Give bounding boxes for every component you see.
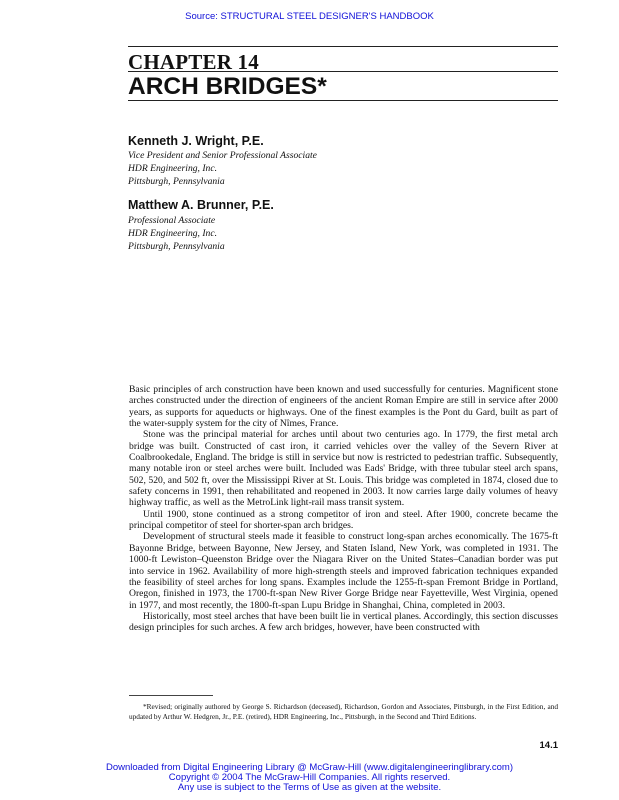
author-title: Professional Associate — [128, 215, 216, 226]
download-notice[interactable]: Downloaded from Digital Engineering Library @ McGraw-Hill (www.digitalengineeringlibrary.com) — [105, 762, 514, 773]
author-title: Vice President and Senior Professional Associate — [128, 150, 317, 161]
top-rule — [128, 46, 558, 47]
footnote-rule — [129, 695, 213, 696]
footnote: *Revised; originally authored by George S. Richardson (deceased), Richardson, Gordon and Associates, Pittsburgh, in the First Edition, and updated by Arthur W. Hedgren, Jr., P.E. (retired), HDR Engineering, Inc., Pittsburgh, in the Second and Third Editions. — [129, 702, 558, 721]
author-name: Matthew A. Brunner, P.E. — [128, 198, 274, 212]
copyright-notice[interactable]: Copyright © 2004 The McGraw-Hill Companies. All rights reserved. — [168, 772, 451, 783]
chapter-label: CHAPTER 14 — [128, 50, 259, 74]
paragraph: Stone was the principal material for arches until about two centuries ago. In 1779, the first metal arch bridge was built. Constructed of cast iron, it carried vehicles over the valley of the Severn River at Coalbrookedale, England. The bridge is still in service but now is restricted to pedestrian traffic. Subsequently, many notable iron or steel arches were built. Included was Eads' Bridge, with three tubular steel arch spans, 502, 520, and 502 ft, over the Mississippi River at St. Louis. This bridge was completed in 1874, closed due to safety concerns in 1991, then rehabilitated and reopened in 2003. It now carries large daily volumes of heavy highway traffic, as well as the MetroLink light-rail mass transit system. — [129, 429, 558, 509]
bottom-rule — [128, 100, 558, 101]
author-name: Kenneth J. Wright, P.E. — [128, 134, 264, 148]
page-number: 14.1 — [539, 740, 558, 751]
author-location: Pittsburgh, Pennsylvania — [128, 241, 225, 252]
paragraph: Until 1900, stone continued as a strong competitor of iron and steel. After 1900, concrete became the principal competitor of steel for shorter-span arch bridges. — [129, 508, 558, 532]
paragraph: Historically, most steel arches that have been built lie in vertical planes. Accordingly, this section discusses design principles for such arches. A few arch bridges, however, have been constructed with — [129, 610, 558, 634]
terms-notice[interactable]: Any use is subject to the Terms of Use as given at the website. — [177, 782, 442, 793]
author-company: HDR Engineering, Inc. — [128, 163, 217, 174]
author-company: HDR Engineering, Inc. — [128, 228, 217, 239]
page-title: ARCH BRIDGES* — [128, 73, 327, 100]
body-text — [129, 384, 558, 634]
paragraph: Development of structural steels made it feasible to construct long-span arches economically. The 1675-ft Bayonne Bridge, between Bayonne, New Jersey, and Staten Island, New York, was completed in 1931. The 1000-ft Lewiston–Queenston Bridge over the Niagara River on the United States–Canadian border was put into service in 1962. Availability of more high-strength steels and improved fabrication techniques expanded the feasibility of steel arches for long spans. Examples include the 1255-ft-span Fremont Bridge in Portland, Oregon, finished in 1973, the 1700-ft-span New River Gorge Bridge near Fayetteville, West Virginia, opened in 1977, and most recently, the 1800-ft-span Lupu Bridge in Shanghai, China, completed in 2003. — [129, 531, 558, 611]
paragraph: Basic principles of arch construction have been known and used successfully for centuries. Magnificent stone arches constructed under the direction of engineers of the ancient Roman Empire are still in service after 2000 years, as supports for aqueducts or highways. One of the finest examples is the Pont du Gard, built as part of the water-supply system for the city of Nîmes, France. — [129, 384, 558, 430]
source-link[interactable]: Source: STRUCTURAL STEEL DESIGNER'S HANDBOOK — [185, 11, 434, 22]
author-location: Pittsburgh, Pennsylvania — [128, 176, 225, 187]
middle-rule — [128, 71, 558, 72]
